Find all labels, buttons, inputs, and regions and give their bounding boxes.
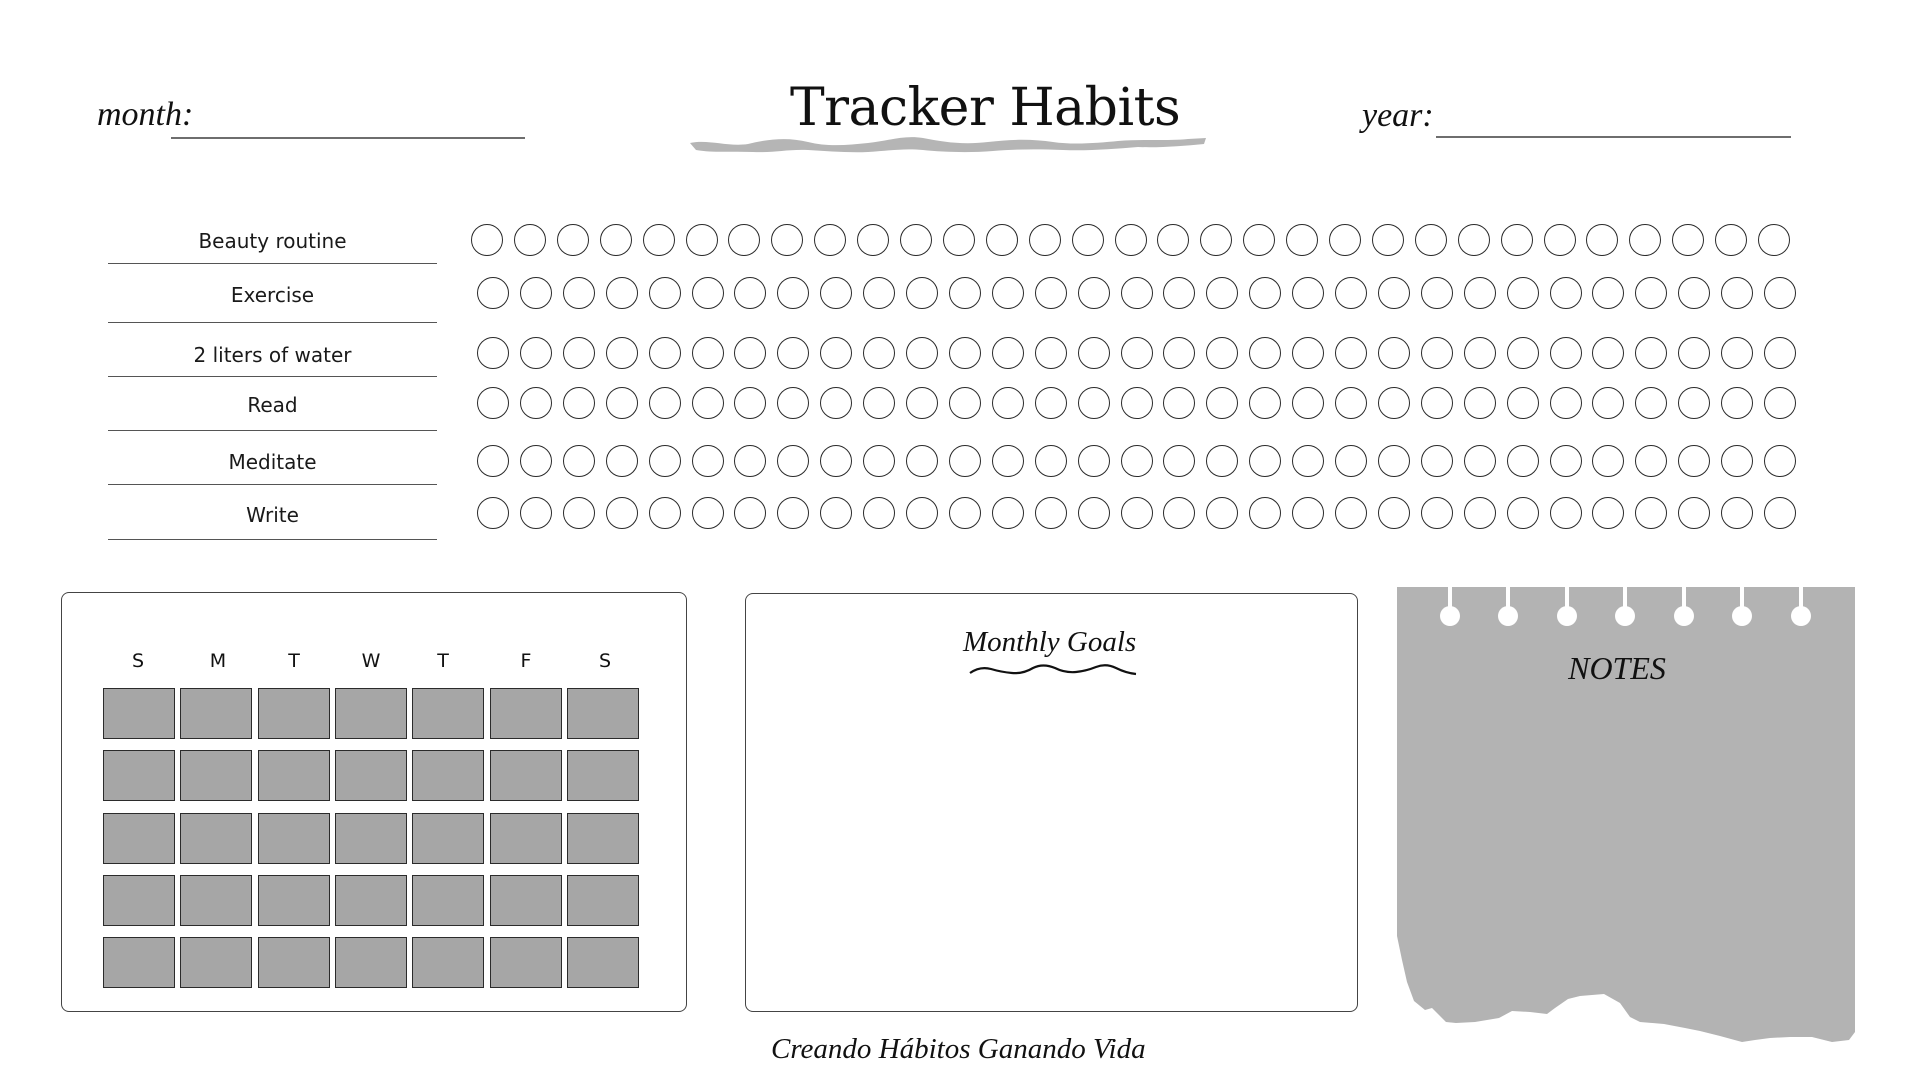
habit-day-checkbox[interactable] [863, 445, 895, 477]
calendar-day-cell[interactable] [258, 875, 330, 926]
habit-day-checkbox[interactable] [606, 445, 638, 477]
habit-day-checkbox[interactable] [1464, 445, 1496, 477]
habit-day-checkbox[interactable] [1464, 277, 1496, 309]
habit-day-checkbox[interactable] [1415, 224, 1447, 256]
habit-day-checkbox[interactable] [1115, 224, 1147, 256]
habit-day-checkbox[interactable] [1507, 337, 1539, 369]
habit-label: Meditate [228, 450, 317, 474]
calendar-day-cell[interactable] [103, 875, 175, 926]
calendar-day-cell[interactable] [567, 875, 639, 926]
habit-day-checkbox[interactable] [1292, 445, 1324, 477]
calendar-day-cell[interactable] [567, 688, 639, 739]
habit-day-checkbox[interactable] [863, 277, 895, 309]
habit-day-checkbox[interactable] [692, 337, 724, 369]
calendar-day-cell[interactable] [335, 813, 407, 864]
habit-day-checkbox[interactable] [606, 497, 638, 529]
habit-day-checkbox[interactable] [1421, 445, 1453, 477]
habit-day-checkbox[interactable] [1163, 445, 1195, 477]
habit-day-checkbox[interactable] [1635, 445, 1667, 477]
habit-day-checkbox[interactable] [1421, 277, 1453, 309]
habit-day-checkbox[interactable] [1507, 387, 1539, 419]
habit-day-checkbox[interactable] [820, 277, 852, 309]
habit-day-checkbox[interactable] [520, 387, 552, 419]
habit-day-checkbox[interactable] [1550, 337, 1582, 369]
habit-day-checkbox[interactable] [777, 497, 809, 529]
habit-day-checkbox[interactable] [906, 387, 938, 419]
weekday-header: M [209, 650, 227, 672]
habit-day-checkbox[interactable] [734, 445, 766, 477]
calendar-day-cell[interactable] [490, 937, 562, 988]
habit-day-checkbox[interactable] [1458, 224, 1490, 256]
calendar-day-cell[interactable] [103, 937, 175, 988]
habit-day-checkbox[interactable] [814, 224, 846, 256]
habit-day-checkbox[interactable] [992, 387, 1024, 419]
calendar-day-cell[interactable] [258, 688, 330, 739]
habit-day-checkbox[interactable] [734, 277, 766, 309]
calendar-day-cell[interactable] [490, 688, 562, 739]
habit-day-checkbox[interactable] [1721, 277, 1753, 309]
habit-day-checkbox[interactable] [992, 277, 1024, 309]
habit-day-checkbox[interactable] [949, 337, 981, 369]
calendar-day-cell[interactable] [103, 813, 175, 864]
habit-day-checkbox[interactable] [992, 445, 1024, 477]
habit-day-checkbox[interactable] [1286, 224, 1318, 256]
weekday-header: T [288, 650, 300, 672]
habit-day-checkbox[interactable] [1678, 277, 1710, 309]
habit-day-checkbox[interactable] [1292, 337, 1324, 369]
habit-day-checkbox[interactable] [1421, 387, 1453, 419]
habit-day-checkbox[interactable] [692, 387, 724, 419]
wave-underline-icon [968, 663, 1138, 677]
habit-day-checkbox[interactable] [1507, 445, 1539, 477]
habit-day-checkbox[interactable] [1249, 387, 1281, 419]
habit-day-checkbox[interactable] [949, 445, 981, 477]
habit-day-checkbox[interactable] [1292, 277, 1324, 309]
habit-day-checkbox[interactable] [1764, 277, 1796, 309]
habit-underline [108, 376, 437, 377]
weekday-header: F [520, 650, 532, 672]
calendar-day-cell[interactable] [103, 750, 175, 801]
habit-day-checkbox[interactable] [649, 497, 681, 529]
habit-day-checkbox[interactable] [777, 337, 809, 369]
page-title: Tracker Habits [790, 78, 1181, 138]
habit-day-checkbox[interactable] [1378, 497, 1410, 529]
habit-day-checkbox[interactable] [1163, 497, 1195, 529]
monthly-goals-title: Monthly Goals [963, 626, 1137, 658]
habit-day-checkbox[interactable] [606, 277, 638, 309]
habit-day-checkbox[interactable] [1629, 224, 1661, 256]
habit-day-checkbox[interactable] [1121, 277, 1153, 309]
habit-day-checkbox[interactable] [1421, 337, 1453, 369]
habit-day-checkbox[interactable] [1078, 337, 1110, 369]
habit-day-checkbox[interactable] [1721, 497, 1753, 529]
habit-day-checkbox[interactable] [1464, 497, 1496, 529]
habit-day-checkbox[interactable] [1764, 445, 1796, 477]
habit-day-checkbox[interactable] [1592, 277, 1624, 309]
habit-day-checkbox[interactable] [649, 387, 681, 419]
habit-day-checkbox[interactable] [649, 445, 681, 477]
habit-day-checkbox[interactable] [771, 224, 803, 256]
month-label: month: [97, 96, 194, 133]
habit-day-checkbox[interactable] [1035, 277, 1067, 309]
habit-day-checkbox[interactable] [1121, 445, 1153, 477]
habit-day-checkbox[interactable] [1206, 337, 1238, 369]
habit-day-checkbox[interactable] [563, 497, 595, 529]
habit-day-checkbox[interactable] [1249, 497, 1281, 529]
habit-day-checkbox[interactable] [1249, 277, 1281, 309]
calendar-day-cell[interactable] [490, 813, 562, 864]
habit-day-checkbox[interactable] [477, 277, 509, 309]
month-input-line[interactable] [171, 137, 525, 139]
habit-day-checkbox[interactable] [686, 224, 718, 256]
habit-day-checkbox[interactable] [1200, 224, 1232, 256]
habit-day-checkbox[interactable] [1721, 445, 1753, 477]
habit-day-checkbox[interactable] [1163, 387, 1195, 419]
habit-day-checkbox[interactable] [1378, 277, 1410, 309]
habit-day-checkbox[interactable] [1206, 387, 1238, 419]
habit-day-checkbox[interactable] [477, 497, 509, 529]
habit-day-checkbox[interactable] [1163, 337, 1195, 369]
calendar-day-cell[interactable] [180, 813, 252, 864]
habit-day-checkbox[interactable] [520, 497, 552, 529]
habit-day-checkbox[interactable] [734, 337, 766, 369]
calendar-day-cell[interactable] [412, 813, 484, 864]
habit-day-checkbox[interactable] [906, 277, 938, 309]
habit-day-checkbox[interactable] [1421, 497, 1453, 529]
calendar-day-cell[interactable] [567, 750, 639, 801]
habit-day-checkbox[interactable] [1721, 337, 1753, 369]
habit-day-checkbox[interactable] [1678, 445, 1710, 477]
habit-underline [108, 484, 437, 485]
habit-day-checkbox[interactable] [520, 277, 552, 309]
calendar-day-cell[interactable] [258, 937, 330, 988]
habit-day-checkbox[interactable] [1464, 387, 1496, 419]
habit-day-checkbox[interactable] [1544, 224, 1576, 256]
habit-day-checkbox[interactable] [1635, 337, 1667, 369]
habit-label: Exercise [230, 283, 315, 307]
habit-day-checkbox[interactable] [734, 387, 766, 419]
habit-day-checkbox[interactable] [1678, 337, 1710, 369]
habit-day-checkbox[interactable] [820, 337, 852, 369]
calendar-day-cell[interactable] [258, 750, 330, 801]
weekday-header: W [361, 650, 381, 672]
habit-day-checkbox[interactable] [1335, 445, 1367, 477]
calendar-day-cell[interactable] [412, 688, 484, 739]
habit-day-checkbox[interactable] [1292, 387, 1324, 419]
habit-day-checkbox[interactable] [777, 445, 809, 477]
habit-day-checkbox[interactable] [820, 445, 852, 477]
habit-day-checkbox[interactable] [1072, 224, 1104, 256]
habit-day-checkbox[interactable] [643, 224, 675, 256]
habit-day-checkbox[interactable] [863, 497, 895, 529]
habit-underline [108, 322, 437, 323]
habit-day-checkbox[interactable] [1758, 224, 1790, 256]
habit-day-checkbox[interactable] [692, 497, 724, 529]
habit-day-checkbox[interactable] [600, 224, 632, 256]
habit-day-checkbox[interactable] [1121, 387, 1153, 419]
year-label: year: [1362, 97, 1434, 134]
habit-underline [108, 263, 437, 264]
notes-title: NOTES [1568, 650, 1666, 686]
habit-day-checkbox[interactable] [777, 277, 809, 309]
habit-day-checkbox[interactable] [692, 277, 724, 309]
habit-day-checkbox[interactable] [986, 224, 1018, 256]
habit-day-checkbox[interactable] [949, 497, 981, 529]
habit-day-checkbox[interactable] [1292, 497, 1324, 529]
habit-day-checkbox[interactable] [1592, 337, 1624, 369]
habit-day-checkbox[interactable] [949, 387, 981, 419]
calendar-day-cell[interactable] [567, 937, 639, 988]
habit-day-checkbox[interactable] [1206, 445, 1238, 477]
calendar-day-cell[interactable] [335, 875, 407, 926]
habit-day-checkbox[interactable] [1035, 445, 1067, 477]
habit-day-checkbox[interactable] [1501, 224, 1533, 256]
calendar-day-cell[interactable] [180, 875, 252, 926]
habit-day-checkbox[interactable] [1329, 224, 1361, 256]
habit-day-checkbox[interactable] [728, 224, 760, 256]
habit-day-checkbox[interactable] [649, 337, 681, 369]
habit-day-checkbox[interactable] [1764, 337, 1796, 369]
calendar-day-cell[interactable] [490, 750, 562, 801]
habit-day-checkbox[interactable] [563, 387, 595, 419]
calendar-day-cell[interactable] [412, 937, 484, 988]
habit-day-checkbox[interactable] [857, 224, 889, 256]
habit-day-checkbox[interactable] [863, 337, 895, 369]
habit-day-checkbox[interactable] [1378, 337, 1410, 369]
habit-day-checkbox[interactable] [820, 387, 852, 419]
habit-day-checkbox[interactable] [1672, 224, 1704, 256]
habit-day-checkbox[interactable] [1249, 445, 1281, 477]
habit-day-checkbox[interactable] [1592, 387, 1624, 419]
habit-day-checkbox[interactable] [1035, 337, 1067, 369]
habit-day-checkbox[interactable] [471, 224, 503, 256]
habit-day-checkbox[interactable] [520, 445, 552, 477]
footer-tagline: Creando Hábitos Ganando Vida [771, 1033, 1146, 1065]
habit-day-checkbox[interactable] [1586, 224, 1618, 256]
calendar-day-cell[interactable] [180, 750, 252, 801]
habit-day-checkbox[interactable] [1378, 387, 1410, 419]
year-input-line[interactable] [1436, 136, 1791, 138]
habit-day-checkbox[interactable] [1335, 337, 1367, 369]
habit-day-checkbox[interactable] [1507, 497, 1539, 529]
habit-day-checkbox[interactable] [557, 224, 589, 256]
calendar-day-cell[interactable] [412, 750, 484, 801]
habit-day-checkbox[interactable] [1157, 224, 1189, 256]
habit-day-checkbox[interactable] [1550, 387, 1582, 419]
habit-day-checkbox[interactable] [692, 445, 724, 477]
habit-day-checkbox[interactable] [606, 387, 638, 419]
habit-day-checkbox[interactable] [1078, 497, 1110, 529]
weekday-header: S [131, 650, 145, 672]
habit-label: Read [247, 393, 298, 417]
habit-day-checkbox[interactable] [1764, 497, 1796, 529]
calendar-day-cell[interactable] [412, 875, 484, 926]
habit-underline [108, 539, 437, 540]
habit-day-checkbox[interactable] [477, 445, 509, 477]
habit-day-checkbox[interactable] [1635, 277, 1667, 309]
habit-day-checkbox[interactable] [1078, 387, 1110, 419]
habit-day-checkbox[interactable] [1078, 445, 1110, 477]
habit-day-checkbox[interactable] [1206, 277, 1238, 309]
habit-day-checkbox[interactable] [906, 497, 938, 529]
calendar-day-cell[interactable] [103, 688, 175, 739]
habit-day-checkbox[interactable] [649, 277, 681, 309]
calendar-day-cell[interactable] [180, 937, 252, 988]
habit-day-checkbox[interactable] [900, 224, 932, 256]
habit-day-checkbox[interactable] [1121, 337, 1153, 369]
habit-day-checkbox[interactable] [1378, 445, 1410, 477]
habit-day-checkbox[interactable] [863, 387, 895, 419]
habit-day-checkbox[interactable] [1249, 337, 1281, 369]
habit-day-checkbox[interactable] [1764, 387, 1796, 419]
habit-day-checkbox[interactable] [1721, 387, 1753, 419]
habit-day-checkbox[interactable] [1121, 497, 1153, 529]
habit-day-checkbox[interactable] [992, 337, 1024, 369]
habit-label: Beauty routine [198, 229, 347, 253]
habit-day-checkbox[interactable] [1678, 497, 1710, 529]
habit-day-checkbox[interactable] [1372, 224, 1404, 256]
habit-day-checkbox[interactable] [563, 445, 595, 477]
habit-label: 2 liters of water [193, 343, 352, 367]
habit-day-checkbox[interactable] [606, 337, 638, 369]
calendar-day-cell[interactable] [567, 813, 639, 864]
habit-day-checkbox[interactable] [1035, 497, 1067, 529]
weekday-header: S [598, 650, 612, 672]
habit-day-checkbox[interactable] [1550, 445, 1582, 477]
habit-day-checkbox[interactable] [949, 277, 981, 309]
habit-day-checkbox[interactable] [1592, 497, 1624, 529]
habit-day-checkbox[interactable] [477, 387, 509, 419]
habit-day-checkbox[interactable] [1078, 277, 1110, 309]
habit-underline [108, 430, 437, 431]
habit-day-checkbox[interactable] [906, 337, 938, 369]
habit-day-checkbox[interactable] [1635, 497, 1667, 529]
habit-day-checkbox[interactable] [1592, 445, 1624, 477]
habit-day-checkbox[interactable] [1163, 277, 1195, 309]
habit-day-checkbox[interactable] [1715, 224, 1747, 256]
habit-day-checkbox[interactable] [1550, 277, 1582, 309]
habit-day-checkbox[interactable] [992, 497, 1024, 529]
habit-day-checkbox[interactable] [777, 387, 809, 419]
habit-day-checkbox[interactable] [943, 224, 975, 256]
habit-day-checkbox[interactable] [1635, 387, 1667, 419]
calendar-day-cell[interactable] [258, 813, 330, 864]
habit-day-checkbox[interactable] [1464, 337, 1496, 369]
habit-day-checkbox[interactable] [477, 337, 509, 369]
habit-day-checkbox[interactable] [520, 337, 552, 369]
calendar-day-cell[interactable] [335, 937, 407, 988]
habit-day-checkbox[interactable] [1335, 387, 1367, 419]
habit-day-checkbox[interactable] [734, 497, 766, 529]
habit-day-checkbox[interactable] [1206, 497, 1238, 529]
habit-day-checkbox[interactable] [1029, 224, 1061, 256]
habit-day-checkbox[interactable] [563, 277, 595, 309]
weekday-header: T [437, 650, 449, 672]
calendar-day-cell[interactable] [335, 750, 407, 801]
calendar-day-cell[interactable] [335, 688, 407, 739]
habit-day-checkbox[interactable] [1678, 387, 1710, 419]
calendar-day-cell[interactable] [490, 875, 562, 926]
habit-day-checkbox[interactable] [820, 497, 852, 529]
habit-day-checkbox[interactable] [1550, 497, 1582, 529]
habit-day-checkbox[interactable] [563, 337, 595, 369]
habit-day-checkbox[interactable] [1335, 277, 1367, 309]
habit-day-checkbox[interactable] [906, 445, 938, 477]
habit-day-checkbox[interactable] [1507, 277, 1539, 309]
habit-day-checkbox[interactable] [1035, 387, 1067, 419]
habit-label: Write [246, 503, 299, 527]
habit-day-checkbox[interactable] [1243, 224, 1275, 256]
calendar-day-cell[interactable] [180, 688, 252, 739]
habit-day-checkbox[interactable] [1335, 497, 1367, 529]
habit-day-checkbox[interactable] [514, 224, 546, 256]
